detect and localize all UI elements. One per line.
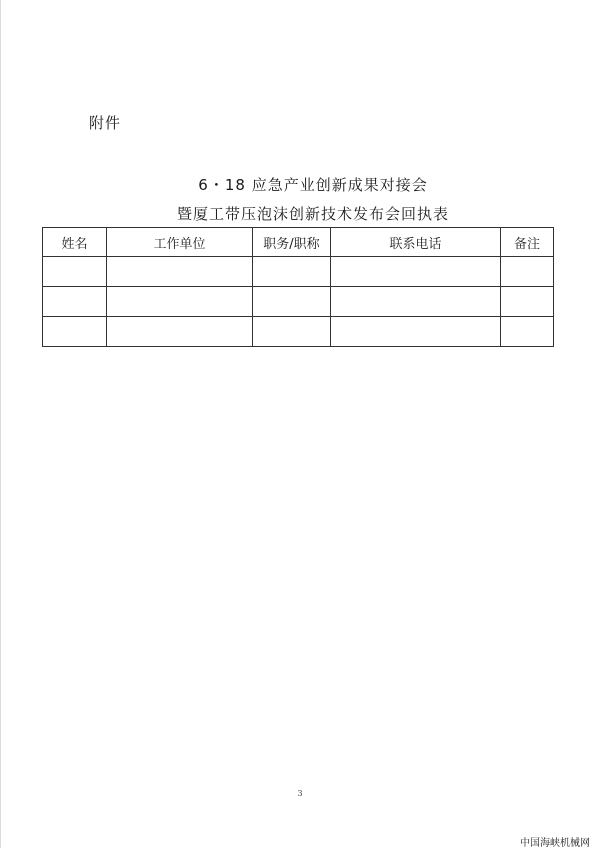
- cell-phone: [331, 287, 501, 317]
- cell-name: [43, 287, 107, 317]
- document-title-line2: 暨厦工带压泡沫创新技术发布会回执表: [176, 205, 449, 223]
- page-number: 3: [297, 789, 303, 798]
- document-title-line1: 6・18 应急产业创新成果对接会: [198, 176, 428, 194]
- cell-remarks: [501, 257, 554, 287]
- cell-position-title: [253, 287, 331, 317]
- cell-name: [43, 257, 107, 287]
- cell-remarks: [501, 317, 554, 347]
- cell-phone: [331, 317, 501, 347]
- table-header-row: [43, 228, 554, 257]
- header-position-title: 职务/职称: [253, 228, 331, 257]
- page-edge: [0, 0, 1, 848]
- header-remarks: 备注: [501, 228, 554, 257]
- cell-work-unit: [107, 287, 253, 317]
- reply-form-table: [42, 227, 554, 347]
- cell-work-unit: [107, 317, 253, 347]
- cell-work-unit: [107, 257, 253, 287]
- table-row: [43, 257, 554, 287]
- cell-position-title: [253, 257, 331, 287]
- header-name: 姓名: [43, 228, 107, 257]
- header-work-unit: 工作单位: [107, 228, 253, 257]
- attachment-label: 附件: [89, 114, 122, 132]
- cell-position-title: [253, 317, 331, 347]
- cell-phone: [331, 257, 501, 287]
- cell-name: [43, 317, 107, 347]
- table-row: [43, 317, 554, 347]
- table-row: [43, 287, 554, 317]
- site-watermark: 中国海峡机械网: [520, 838, 590, 849]
- cell-remarks: [501, 287, 554, 317]
- header-phone: 联系电话: [331, 228, 501, 257]
